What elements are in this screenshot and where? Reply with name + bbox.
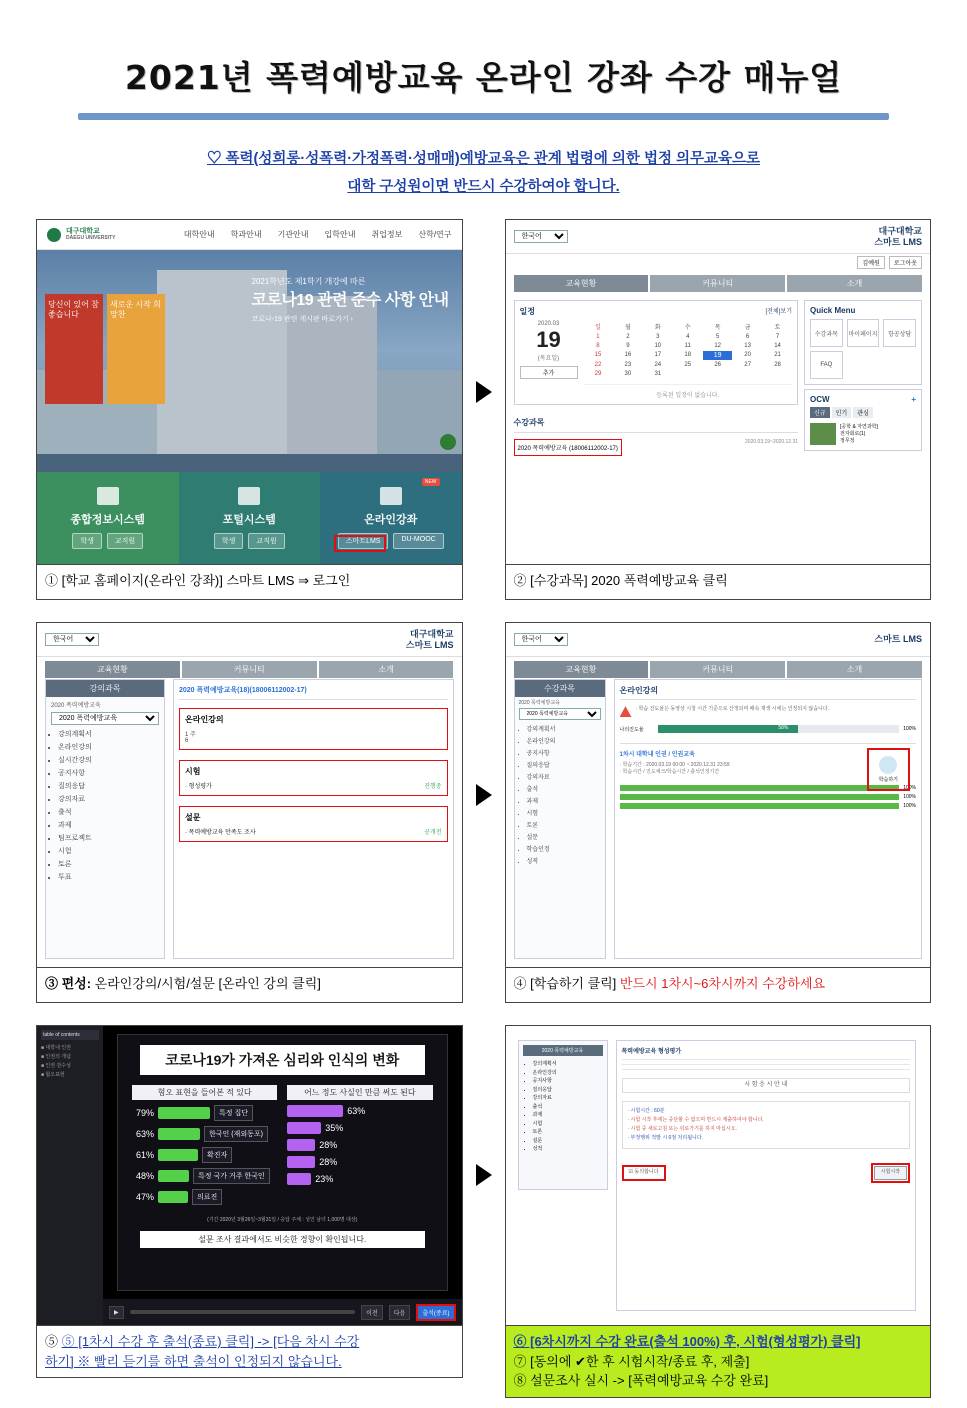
- hero-image: [37, 250, 462, 472]
- row-progress: 100%: [903, 803, 916, 810]
- sidebar-item-assignment[interactable]: • 과제: [533, 1111, 603, 1120]
- sidebar-item-qna[interactable]: • 질의응답: [58, 781, 164, 791]
- warning-text: · 학습 진도율은 동영상 시청 시간 기준으로 산정되며 배속 재생 시에는 인정되지 않습니다.: [635, 706, 830, 713]
- tile-chip[interactable]: 교직원: [107, 533, 143, 549]
- sidebar-item-syllabus[interactable]: • 강의계획서: [58, 729, 164, 739]
- exam-notice-line: · 시험시간 : 60분: [627, 1108, 665, 1115]
- sidebar-menu: [46, 729, 164, 882]
- quick-menu-item-counsel[interactable]: 항공상담: [883, 319, 916, 347]
- lms-header: [506, 220, 931, 254]
- course-select[interactable]: [51, 712, 159, 725]
- arrow-right-icon: [476, 381, 492, 403]
- ocw-card: [804, 389, 922, 451]
- progress-value: 58%: [778, 725, 789, 732]
- ocw-item-category: [공학 & 자연과학]: [840, 423, 878, 430]
- sidebar-item-syllabus[interactable]: • 강의계획서: [527, 724, 605, 733]
- highlight-box-smart-lms: [334, 535, 386, 552]
- course-header: 2020 폭력예방교육(18)(18006112002-17): [179, 685, 448, 700]
- calendar-selected-day: 19: [703, 351, 732, 360]
- exam-item[interactable]: · 형성평가: [185, 784, 212, 791]
- right-value: 23%: [315, 1174, 334, 1185]
- arrow-right-icon: [476, 784, 492, 806]
- hero-small-text: 2021학년도 제1학기 개강에 따른: [251, 277, 366, 287]
- sidebar-item-notice[interactable]: • 공지사항: [58, 768, 164, 778]
- exam-notice-line: · 부정행위 적발 시 0점 처리됩니다.: [627, 1135, 704, 1142]
- left-label: 확진자: [202, 1147, 232, 1163]
- course-select[interactable]: [519, 708, 601, 720]
- sidebar-item-discussion[interactable]: • 토론: [58, 859, 164, 869]
- nav-tab-community[interactable]: 커뮤니티: [182, 661, 317, 678]
- sidebar-subtitle: 2020 폭력예방교육: [518, 700, 560, 707]
- row-progress: 100%: [903, 785, 916, 792]
- toc-item[interactable]: ■ 혐오표현: [41, 1072, 65, 1079]
- step5-line1: ⑤ [1차시 수강 후 출석(종료) 클릭] -> [다음 차시 수강: [61, 1334, 360, 1350]
- language-select[interactable]: [514, 633, 568, 646]
- nav-tab-community[interactable]: 커뮤니티: [650, 661, 785, 678]
- sidebar-item-materials[interactable]: • 강의자료: [527, 772, 605, 781]
- step-caption-1: ① [학교 홈페이지(온라인 강좌)] 스마트 LMS ⇒ 로그인: [45, 573, 351, 589]
- left-label: 특정 국가 거주 한국인: [193, 1168, 270, 1184]
- sidebar-item-materials[interactable]: • 강의자료: [533, 1094, 603, 1103]
- left-label: 의료진: [192, 1189, 222, 1205]
- step6-line: ⑥ [6차시까지 수강 완료(출석 100%) 후, 시험(형성평가) 클릭]: [513, 1334, 861, 1350]
- step-panel-5: [36, 1025, 463, 1378]
- sidebar-item-attendance[interactable]: • 출석: [58, 807, 164, 817]
- sidebar-title: 수강과목: [515, 680, 605, 697]
- lms-brand: 대구대학교 스마트 LMS: [405, 628, 454, 650]
- quick-menu-item-mypage[interactable]: 마이페이지: [847, 319, 880, 347]
- tile-chip-smart-lms[interactable]: 스마트LMS: [338, 533, 389, 549]
- sidebar-item-assignment[interactable]: • 과제: [58, 820, 164, 830]
- left-value: 61%: [135, 1150, 154, 1161]
- sidebar-subtitle: 2020 폭력예방교육: [51, 703, 101, 710]
- section-online-lecture-title[interactable]: 온라인강의: [185, 715, 224, 725]
- calendar-month: 2020.03: [537, 321, 560, 328]
- quick-menu-item-courses[interactable]: 수강과목: [810, 319, 843, 347]
- sidebar-item-materials[interactable]: • 강의자료: [58, 794, 164, 804]
- course-content: [173, 679, 454, 959]
- sidebar-item-survey[interactable]: • 설문: [527, 832, 605, 841]
- toc-item[interactable]: ■ 인권 감수성: [41, 1063, 71, 1070]
- video-controls: [103, 1299, 462, 1325]
- calendar-day: 19: [536, 327, 561, 353]
- ocw-item-instructor: 정무정: [840, 437, 855, 444]
- sidebar-item-qna[interactable]: • 질의응답: [533, 1086, 603, 1095]
- tile-online-lecture[interactable]: [320, 472, 462, 564]
- nav-item[interactable]: 기관안내: [277, 230, 309, 240]
- nav-tab-education-status[interactable]: 교육현황: [45, 661, 180, 678]
- exam-content: [616, 1040, 917, 1311]
- campus-banner-left: 당신이 있어 참 좋습니다: [45, 294, 103, 404]
- notice-line-1: ♡ 폭력(성희롱·성폭력·가정폭력·성매매)예방교육은 관계 법령에 의한 법정 의무교육으로: [206, 151, 761, 167]
- screenshot-1: [37, 220, 462, 565]
- sidebar-item-online-lecture[interactable]: • 온라인강의: [527, 736, 605, 745]
- course-list-item[interactable]: 2020 폭력예방교육 (18006112002-17): [514, 439, 622, 456]
- schedule-header: 일정 [전체]보기: [519, 307, 792, 317]
- hero-subtext: 코로나-19 관련 게시판 바로가기 ›: [251, 316, 353, 324]
- sidebar-item-exam[interactable]: • 시험: [527, 808, 605, 817]
- language-select[interactable]: [514, 230, 568, 243]
- quick-menu-card: [804, 300, 922, 385]
- lms-nav: [506, 271, 931, 296]
- right-value: 28%: [319, 1157, 338, 1168]
- nav-tab-education-status[interactable]: 교육현황: [514, 661, 649, 678]
- week-title: 1차시 대학내 인권 / 인권교육: [619, 752, 695, 759]
- logout-button[interactable]: 로그아웃: [889, 256, 922, 269]
- step8-line: ⑧ 설문조사 실시 -> [폭력예방교육 수강 완료]: [513, 1373, 769, 1389]
- sidebar-item-qna[interactable]: • 질의응답: [527, 760, 605, 769]
- site-header: [37, 220, 462, 250]
- survey-status: 공개전: [424, 830, 442, 837]
- sidebar-item-survey[interactable]: • 설문: [533, 1137, 603, 1146]
- section-exam-title[interactable]: 시험: [185, 767, 201, 777]
- steps-grid: [36, 219, 931, 1398]
- toc-item[interactable]: ■ 인권의 개념: [41, 1054, 71, 1061]
- left-value: 48%: [135, 1171, 154, 1182]
- sidebar-item-assignment[interactable]: • 과제: [527, 796, 605, 805]
- scroll-down-icon[interactable]: [440, 434, 456, 450]
- sidebar-item-grade[interactable]: • 성적: [533, 1145, 603, 1154]
- sidebar-item-exam[interactable]: • 시험: [58, 846, 164, 856]
- next-button[interactable]: 다음: [389, 1305, 411, 1320]
- step-caption-3: ③ 편성: 온라인강의/시험/설문 [온라인 강의 클릭]: [45, 976, 321, 992]
- nav-item[interactable]: 학과안내: [230, 230, 262, 240]
- ocw-more-icon[interactable]: +: [911, 395, 916, 405]
- sidebar-item-team-project[interactable]: • 팀프로젝트: [58, 833, 164, 843]
- sidebar-item-discussion[interactable]: • 토론: [527, 820, 605, 829]
- schedule-view-all-link[interactable]: [전체]보기: [765, 309, 792, 316]
- step5-line2: 하기] ※ 빨리 듣기를 하면 출석이 인정되지 않습니다.: [45, 1353, 342, 1369]
- sidebar-title: 강의과목: [46, 680, 164, 697]
- screenshot-2: [506, 220, 931, 565]
- study-icon: [879, 756, 897, 774]
- site-nav: [184, 229, 452, 240]
- arrow-cell-2: [463, 622, 505, 967]
- lms-header: [37, 623, 462, 657]
- chart-right-header: 어느 정도 사실인 만큼 써도 된다: [287, 1085, 432, 1100]
- slide-footer: 설문 조사 결과에서도 비슷한 경향이 확인됩니다.: [140, 1231, 425, 1248]
- add-schedule-button[interactable]: 추가: [520, 366, 578, 379]
- screenshot-4: [506, 623, 931, 968]
- lms-header: [506, 623, 931, 657]
- arrow-cell-1: [463, 219, 505, 564]
- new-badge: NEW: [422, 478, 440, 486]
- step-panel-6: [505, 1025, 932, 1398]
- hero-headline: 코로나19 관련 준수 사항 안내: [251, 292, 449, 310]
- sidebar-menu: [515, 724, 605, 865]
- row-progress: 100%: [903, 794, 916, 801]
- course-period: 2020.03.19~2020.12.31: [745, 439, 798, 446]
- right-value: 28%: [319, 1140, 338, 1151]
- nav-item[interactable]: 대학안내: [183, 230, 215, 240]
- nav-tab-about[interactable]: 소개: [787, 661, 922, 678]
- nav-item[interactable]: 입학안내: [324, 230, 356, 240]
- right-value: 63%: [347, 1106, 366, 1117]
- language-select[interactable]: [45, 633, 99, 646]
- tile-portal-info-system[interactable]: [37, 472, 179, 564]
- lms-brand: 스마트 LMS: [874, 634, 922, 645]
- left-value: 79%: [135, 1108, 154, 1119]
- university-logo-icon: [47, 228, 61, 242]
- exam-title: 폭력예방교육 형성평가: [622, 1046, 911, 1060]
- exam-start-button[interactable]: 시험시작: [874, 1166, 907, 1180]
- sidebar-item-syllabus[interactable]: • 강의계획서: [533, 1060, 603, 1069]
- week-period: · 학습기간 : 2020.03.19 00:00 ~ 2020.12.31 23:59: [619, 762, 730, 769]
- course-sidebar: [514, 679, 606, 959]
- prev-button[interactable]: 이전: [361, 1305, 383, 1320]
- sidebar-item-online-lecture[interactable]: • 온라인강의: [533, 1069, 603, 1078]
- slide-title: 코로나19가 가져온 심리와 인식의 변화: [140, 1045, 425, 1075]
- exam-status: 진행중: [424, 784, 442, 791]
- title-divider: [78, 113, 889, 120]
- people-icon: [238, 487, 260, 505]
- section-online-lecture-count: 6: [185, 738, 189, 745]
- monitor-icon: [380, 487, 402, 505]
- user-button[interactable]: 김예원: [857, 256, 884, 269]
- calendar-grid[interactable]: 일 월 화 수 목 금 토 1 2 3 4 5 6 7 8 9 10 11 12 13 14 15 16 17 18 19 20 21 22 23 24 25 26 27 28 29 30 31: [594, 325, 781, 378]
- notice-block: [36, 146, 931, 201]
- courses-title: 수강과목: [513, 418, 545, 428]
- site-name-en: DAEGU UNIVERSITY: [66, 234, 116, 241]
- online-lecture-content: [614, 679, 923, 959]
- tile-label: 온라인강좌: [364, 514, 418, 527]
- attendance-close-button[interactable]: 출석(종료): [416, 1304, 455, 1321]
- play-pause-button[interactable]: ▶: [109, 1306, 124, 1319]
- left-value: 47%: [135, 1192, 154, 1203]
- nav-tab-about[interactable]: 소개: [787, 275, 922, 292]
- progress-label: 나의진도율: [619, 726, 644, 733]
- step-caption-2: ② [수강과목] 2020 폭력예방교육 클릭: [513, 573, 728, 589]
- step-panel-3: [36, 622, 463, 1003]
- schedule-card: [514, 300, 799, 405]
- exam-notice-line: · 시험 중 새로고침 또는 뒤로가기를 하지 마십시오.: [627, 1126, 737, 1133]
- lecture-toc-sidebar: [37, 1026, 103, 1325]
- nav-tab-about[interactable]: 소개: [319, 661, 454, 678]
- screenshot-5: [37, 1026, 462, 1326]
- sidebar-item-certification[interactable]: • 학습인정: [527, 844, 605, 853]
- step-panel-2: [505, 219, 932, 600]
- sidebar-item-notice[interactable]: • 공지사항: [527, 748, 605, 757]
- step-caption-6: [506, 1326, 931, 1397]
- sidebar-item-grade[interactable]: • 성적: [527, 856, 605, 865]
- step-caption-5: ⑤ ⑤ [1차시 수강 후 출석(종료) 클릭] -> [다음 차시 수강 하기] ※ 빨리 듣기를 하면 출석이 인정되지 않습니다.: [45, 1334, 360, 1369]
- sidebar-item-online-lecture[interactable]: • 온라인강의: [58, 742, 164, 752]
- toc-item[interactable]: ■ 대학내 인권: [41, 1045, 71, 1052]
- toc-title: table of contents: [41, 1030, 99, 1040]
- sidebar-item-notice[interactable]: • 공지사항: [533, 1077, 603, 1086]
- video-player[interactable]: [103, 1026, 462, 1299]
- sidebar-title: 2020 폭력예방교육: [523, 1045, 603, 1056]
- quick-link-tiles: [37, 472, 462, 564]
- campus-banner-right: 새로운 시작 희망찬: [107, 294, 165, 404]
- site-name: 대구대학교 DAEGU UNIVERSITY: [66, 228, 116, 241]
- tile-chip[interactable]: 교직원: [248, 533, 284, 549]
- study-button-highlight: [867, 748, 910, 791]
- calendar-weekday: (목요일): [537, 356, 560, 363]
- tile-chip[interactable]: 학생: [214, 533, 244, 549]
- ocw-tab-popular[interactable]: 인기: [832, 407, 852, 418]
- step4-caption-red: 반드시 1차시~6차시까지 수강하세요: [619, 976, 826, 992]
- sidebar-item-live-lecture[interactable]: • 실시간강의: [58, 755, 164, 765]
- ocw-thumbnail: [810, 423, 836, 445]
- schedule-empty-text: 등록된 일정이 없습니다.: [584, 384, 793, 399]
- step-caption-4: [506, 968, 931, 1002]
- screenshot-6: [506, 1026, 931, 1326]
- week-attendance-info: · 학습시간 / 진도체크/학습시간 / 출석인정기간: [619, 769, 720, 776]
- content-title: 온라인강의: [620, 685, 917, 700]
- step7-line: ⑦ [동의에 ✔한 후 시험시작/종료 후, 제출]: [513, 1353, 750, 1369]
- tile-label: 종합정보시스템: [70, 514, 145, 527]
- agree-checkbox-row[interactable]: [622, 1165, 666, 1181]
- quick-menu-title: Quick Menu: [810, 306, 856, 316]
- left-label: 특정 집단: [214, 1105, 253, 1121]
- chart-source: (기간 2020년 3월26일~3월31일 / 응답 주체 : 성인 남녀 1,000명 대상): [207, 1217, 358, 1224]
- ocw-header: OCW +: [810, 395, 916, 405]
- exam-sidebar: [518, 1040, 608, 1190]
- step-panel-4: [505, 622, 932, 1003]
- chart-left-header: 혐오 표현을 들어본 적 있다: [132, 1085, 277, 1100]
- nav-item[interactable]: 취업정보: [371, 230, 403, 240]
- warning-icon: [620, 706, 632, 717]
- section-survey-title[interactable]: 설문: [185, 813, 201, 823]
- exam-notice-line: · 시험 시작 후에는 중단할 수 없으며 반드시 제출하여야 합니다.: [627, 1117, 764, 1124]
- notice-line-2: 대학 구성원이면 반드시 수강하여야 합니다.: [347, 178, 620, 195]
- video-progress-bar[interactable]: [130, 1310, 356, 1314]
- nav-tab-community[interactable]: 커뮤니티: [650, 275, 785, 292]
- ocw-tab-new[interactable]: 신규: [810, 407, 830, 418]
- left-value: 63%: [135, 1129, 154, 1140]
- survey-item[interactable]: · 폭력예방교육 만족도 조사: [185, 830, 256, 837]
- tile-chip-du-mooc[interactable]: DU-MOOC: [393, 533, 443, 549]
- video-slide: [117, 1034, 448, 1291]
- study-button[interactable]: 학습하기: [878, 777, 898, 784]
- arrow-cell-3: [463, 1025, 505, 1325]
- tile-portal-system[interactable]: [179, 472, 321, 564]
- step4-caption-plain: ④ [학습하기 클릭]: [513, 976, 620, 992]
- step-panel-1: [36, 219, 463, 600]
- hero-text: [252, 276, 452, 324]
- document-icon: [97, 487, 119, 505]
- hero-footer-bar: [37, 454, 462, 472]
- nav-tab-education-status[interactable]: 교육현황: [514, 275, 649, 292]
- course-sidebar: [45, 679, 165, 959]
- lms-brand: 대구대학교 스마트 LMS: [874, 225, 922, 247]
- tile-label: 포털시스템: [222, 514, 276, 527]
- tile-chip[interactable]: 학생: [72, 533, 102, 549]
- right-value: 35%: [325, 1123, 344, 1134]
- exam-notice-heading: 시 험 응 시 안 내: [622, 1078, 911, 1093]
- sidebar-item-attendance[interactable]: • 출석: [533, 1103, 603, 1112]
- sidebar-item-vote[interactable]: • 투표: [58, 872, 164, 882]
- agree-label: 동의합니다: [634, 1169, 659, 1176]
- nav-item[interactable]: 산학/연구: [418, 230, 452, 240]
- arrow-right-icon: [476, 1164, 492, 1186]
- sidebar-item-discussion[interactable]: • 토론: [533, 1128, 603, 1137]
- page-title: 2021년 폭력예방교육 온라인 강좌 수강 매뉴얼: [124, 58, 843, 97]
- sidebar-item-exam[interactable]: • 시험: [533, 1120, 603, 1129]
- ocw-tab-interest[interactable]: 관심: [853, 407, 873, 418]
- checkbox-icon[interactable]: ☑: [628, 1169, 633, 1176]
- quick-menu-item-faq[interactable]: FAQ: [810, 351, 843, 379]
- sidebar-item-attendance[interactable]: • 출석: [527, 784, 605, 793]
- left-label: 한국인 (재외동포): [204, 1126, 268, 1142]
- section-online-lecture-week: 1 주: [185, 732, 196, 739]
- ocw-item-title[interactable]: 전자회로(1): [840, 430, 866, 437]
- progress-total: 100%: [903, 726, 916, 733]
- screenshot-3: [37, 623, 462, 968]
- progress-bar: [658, 725, 900, 733]
